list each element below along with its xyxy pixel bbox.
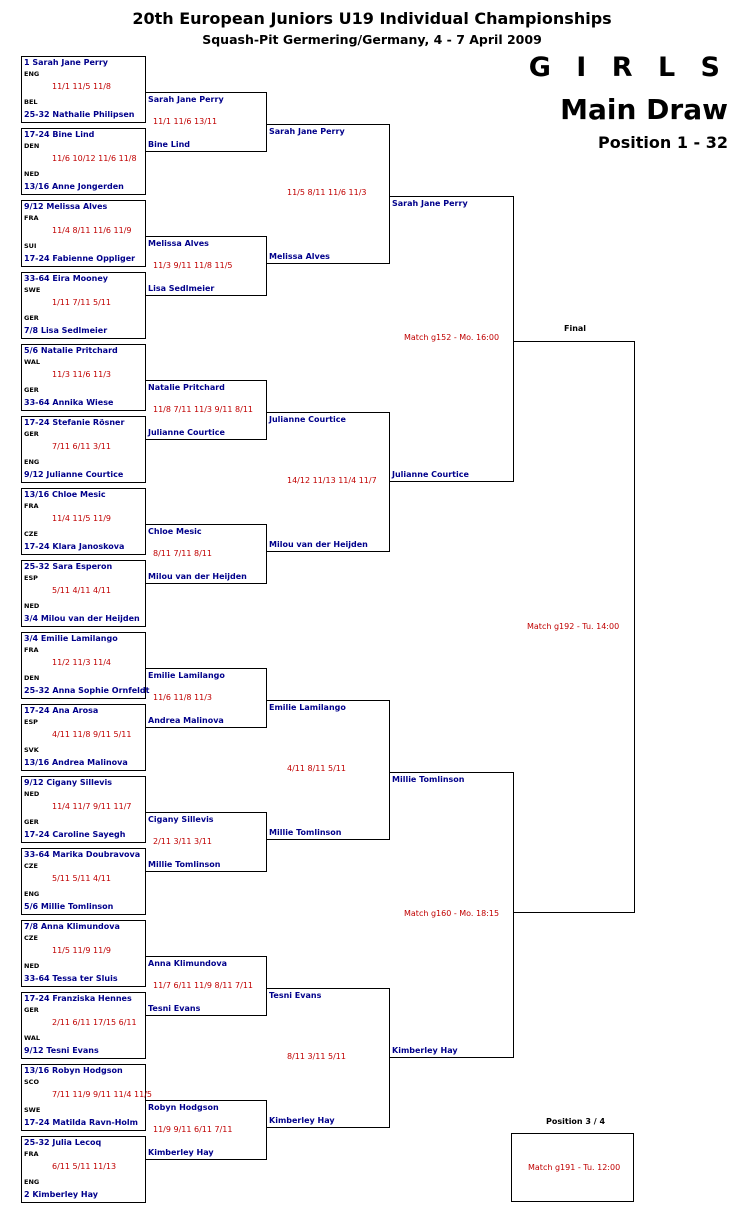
r1-score: 2/11 6/11 17/15 6/11 [52,1018,137,1027]
r1-score: 11/1 11/5 11/8 [52,82,111,91]
sf-match-label: Match g160 - Mo. 18:15 [404,909,500,918]
r1-country-top: FRA [24,646,39,654]
r1-country-top: CZE [24,862,38,870]
sf-match-label: Match g152 - Mo. 16:00 [404,333,500,342]
r1-score: 11/3 11/6 11/3 [52,370,111,379]
r1-player-top: 13/16 Robyn Hodgson [24,1066,123,1075]
draw-heading: Main Draw [560,93,728,126]
sf-player-top: Sarah Jane Perry [392,199,468,208]
qf-player-top: Sarah Jane Perry [269,127,345,136]
r1-player-bottom: 2 Kimberley Hay [24,1190,98,1199]
r1-country-top: FRA [24,502,39,510]
r2-player-bottom: Andrea Malinova [148,716,224,725]
r1-player-bottom: 13/16 Andrea Malinova [24,758,128,767]
r1-player-top: 25-32 Julia Lecoq [24,1138,102,1147]
r1-player-bottom: 17-24 Fabienne Oppliger [24,254,136,263]
r1-country-top: SWE [24,286,41,294]
qf-player-bottom: Melissa Alves [269,252,330,261]
r1-player-top: 1 Sarah Jane Perry [24,58,109,67]
r1-player-bottom: 9/12 Julianne Courtice [24,470,124,479]
qf-score: 14/12 11/13 11/4 11/7 [287,476,377,485]
r2-score: 2/11 3/11 3/11 [153,837,212,846]
r1-player-top: 17-24 Stefanie Rösner [24,418,125,427]
r1-country-bottom: SWE [24,1106,41,1114]
r1-player-top: 13/16 Chloe Mesic [24,490,106,499]
r1-country-bottom: SVK [24,746,39,754]
r1-player-top: 7/8 Anna Klimundova [24,922,120,931]
r2-player-top: Anna Klimundova [148,959,228,968]
r1-country-bottom: WAL [24,1034,41,1042]
r1-score: 5/11 5/11 4/11 [52,874,111,883]
r1-score: 1/11 7/11 5/11 [52,298,111,307]
r2-player-bottom: Tesni Evans [148,1004,201,1013]
qf-score: 8/11 3/11 5/11 [287,1052,346,1061]
r1-player-bottom: 17-24 Klara Janoskova [24,542,125,551]
r1-player-top: 3/4 Emilie Lamilango [24,634,118,643]
final-match-label: Match g192 - Tu. 14:00 [527,622,620,631]
r2-player-top: Chloe Mesic [148,527,202,536]
r1-player-bottom: 33-64 Annika Wiese [24,398,114,407]
r2-player-bottom: Lisa Sedlmeier [148,284,215,293]
r1-country-bottom: ENG [24,890,40,898]
r1-score: 11/6 10/12 11/6 11/8 [52,154,137,163]
r1-country-top: NED [24,790,40,798]
r1-country-bottom: NED [24,962,40,970]
r1-player-top: 9/12 Cigany Sillevis [24,778,112,787]
r2-player-top: Melissa Alves [148,239,209,248]
r1-player-top: 9/12 Melissa Alves [24,202,108,211]
r1-score: 11/2 11/3 11/4 [52,658,111,667]
r1-country-bottom: SUI [24,242,37,250]
r1-country-bottom: CZE [24,530,38,538]
r1-player-top: 17-24 Bine Lind [24,130,95,139]
r2-player-bottom: Bine Lind [148,140,191,149]
r2-score: 11/7 6/11 11/9 8/11 7/11 [153,981,253,990]
r2-player-top: Robyn Hodgson [148,1103,219,1112]
r1-player-top: 5/6 Natalie Pritchard [24,346,118,355]
r1-country-top: GER [24,430,39,438]
r1-country-bottom: ENG [24,1178,40,1186]
r2-player-bottom: Milou van der Heijden [148,572,247,581]
qf-score: 11/5 8/11 11/6 11/3 [287,188,367,197]
final-label: Final [564,324,587,333]
r1-score: 7/11 11/9 9/11 11/4 11/5 [52,1090,152,1099]
r1-player-top: 25-32 Sara Esperon [24,562,113,571]
r1-country-bottom: DEN [24,674,40,682]
r1-player-top: 17-24 Franziska Hennes [24,994,132,1003]
qf-player-bottom: Milou van der Heijden [269,540,368,549]
r2-player-top: Sarah Jane Perry [148,95,224,104]
r2-player-top: Natalie Pritchard [148,383,225,392]
r1-score: 11/4 11/7 9/11 11/7 [52,802,132,811]
r1-country-top: DEN [24,142,40,150]
r1-country-bottom: NED [24,602,40,610]
r2-player-bottom: Millie Tomlinson [148,860,221,869]
r2-player-bottom: Kimberley Hay [148,1148,214,1157]
r1-country-bottom: GER [24,314,39,322]
sf-player-top: Millie Tomlinson [392,775,465,784]
r1-player-bottom: 9/12 Tesni Evans [24,1046,99,1055]
r1-player-bottom: 25-32 Anna Sophie Ornfeldt [24,686,150,695]
r1-player-bottom: 17-24 Caroline Sayegh [24,830,126,839]
r2-player-top: Cigany Sillevis [148,815,214,824]
r1-score: 11/4 8/11 11/6 11/9 [52,226,132,235]
category-heading: G I R L S [528,52,728,83]
r1-player-bottom: 13/16 Anne Jongerden [24,182,124,191]
sf-player-bottom: Kimberley Hay [392,1046,458,1055]
r1-country-top: CZE [24,934,38,942]
qf-player-bottom: Millie Tomlinson [269,828,342,837]
r1-player-top: 33-64 Eira Mooney [24,274,108,283]
r1-country-top: ESP [24,718,38,726]
r1-country-bottom: ENG [24,458,40,466]
r2-score: 11/8 7/11 11/3 9/11 8/11 [153,405,253,414]
qf-player-top: Tesni Evans [269,991,322,1000]
r1-player-bottom: 17-24 Matilda Ravn-Holm [24,1118,139,1127]
r1-score: 6/11 5/11 11/13 [52,1162,117,1171]
r1-country-top: SCO [24,1078,39,1086]
r1-player-bottom: 3/4 Milou van der Heijden [24,614,140,623]
qf-player-bottom: Kimberley Hay [269,1116,335,1125]
page-subtitle: Squash-Pit Germering/Germany, 4 - 7 April 2009 [202,32,542,47]
sf-player-bottom: Julianne Courtice [392,470,469,479]
r2-score: 11/1 11/6 13/11 [153,117,218,126]
r1-country-top: ESP [24,574,38,582]
r2-player-bottom: Julianne Courtice [148,428,225,437]
qf-score: 4/11 8/11 5/11 [287,764,346,773]
third-place-label: Position 3 / 4 [546,1117,606,1126]
r1-score: 11/5 11/9 11/9 [52,946,111,955]
r1-country-top: GER [24,1006,39,1014]
r1-country-bottom: BEL [24,98,38,106]
r1-score: 4/11 11/8 9/11 5/11 [52,730,132,739]
r1-score: 7/11 6/11 3/11 [52,442,111,451]
r1-country-bottom: GER [24,818,39,826]
r1-score: 11/4 11/5 11/9 [52,514,111,523]
r1-country-top: FRA [24,1150,39,1158]
r2-score: 8/11 7/11 8/11 [153,549,212,558]
qf-player-top: Julianne Courtice [269,415,346,424]
r2-score: 11/3 9/11 11/8 11/5 [153,261,233,270]
r1-country-top: FRA [24,214,39,222]
r1-player-bottom: 25-32 Nathalie Philipsen [24,110,135,119]
r1-player-top: 33-64 Marika Doubravova [24,850,141,859]
r1-player-bottom: 33-64 Tessa ter Sluis [24,974,118,983]
r1-player-bottom: 7/8 Lisa Sedlmeier [24,326,108,335]
r1-country-bottom: NED [24,170,40,178]
r1-player-bottom: 5/6 Millie Tomlinson [24,902,114,911]
r2-player-top: Emilie Lamilango [148,671,225,680]
qf-player-top: Emilie Lamilango [269,703,346,712]
r1-country-top: WAL [24,358,41,366]
r1-score: 5/11 4/11 4/11 [52,586,111,595]
r1-country-bottom: GER [24,386,39,394]
r1-country-top: ENG [24,70,40,78]
r1-player-top: 17-24 Ana Arosa [24,706,99,715]
page-title: 20th European Juniors U19 Individual Championships [132,9,612,28]
position-range: Position 1 - 32 [598,133,728,152]
r2-score: 11/6 11/8 11/3 [153,693,212,702]
r2-score: 11/9 9/11 6/11 7/11 [153,1125,233,1134]
third-place-match-label: Match g191 - Tu. 12:00 [528,1163,621,1172]
